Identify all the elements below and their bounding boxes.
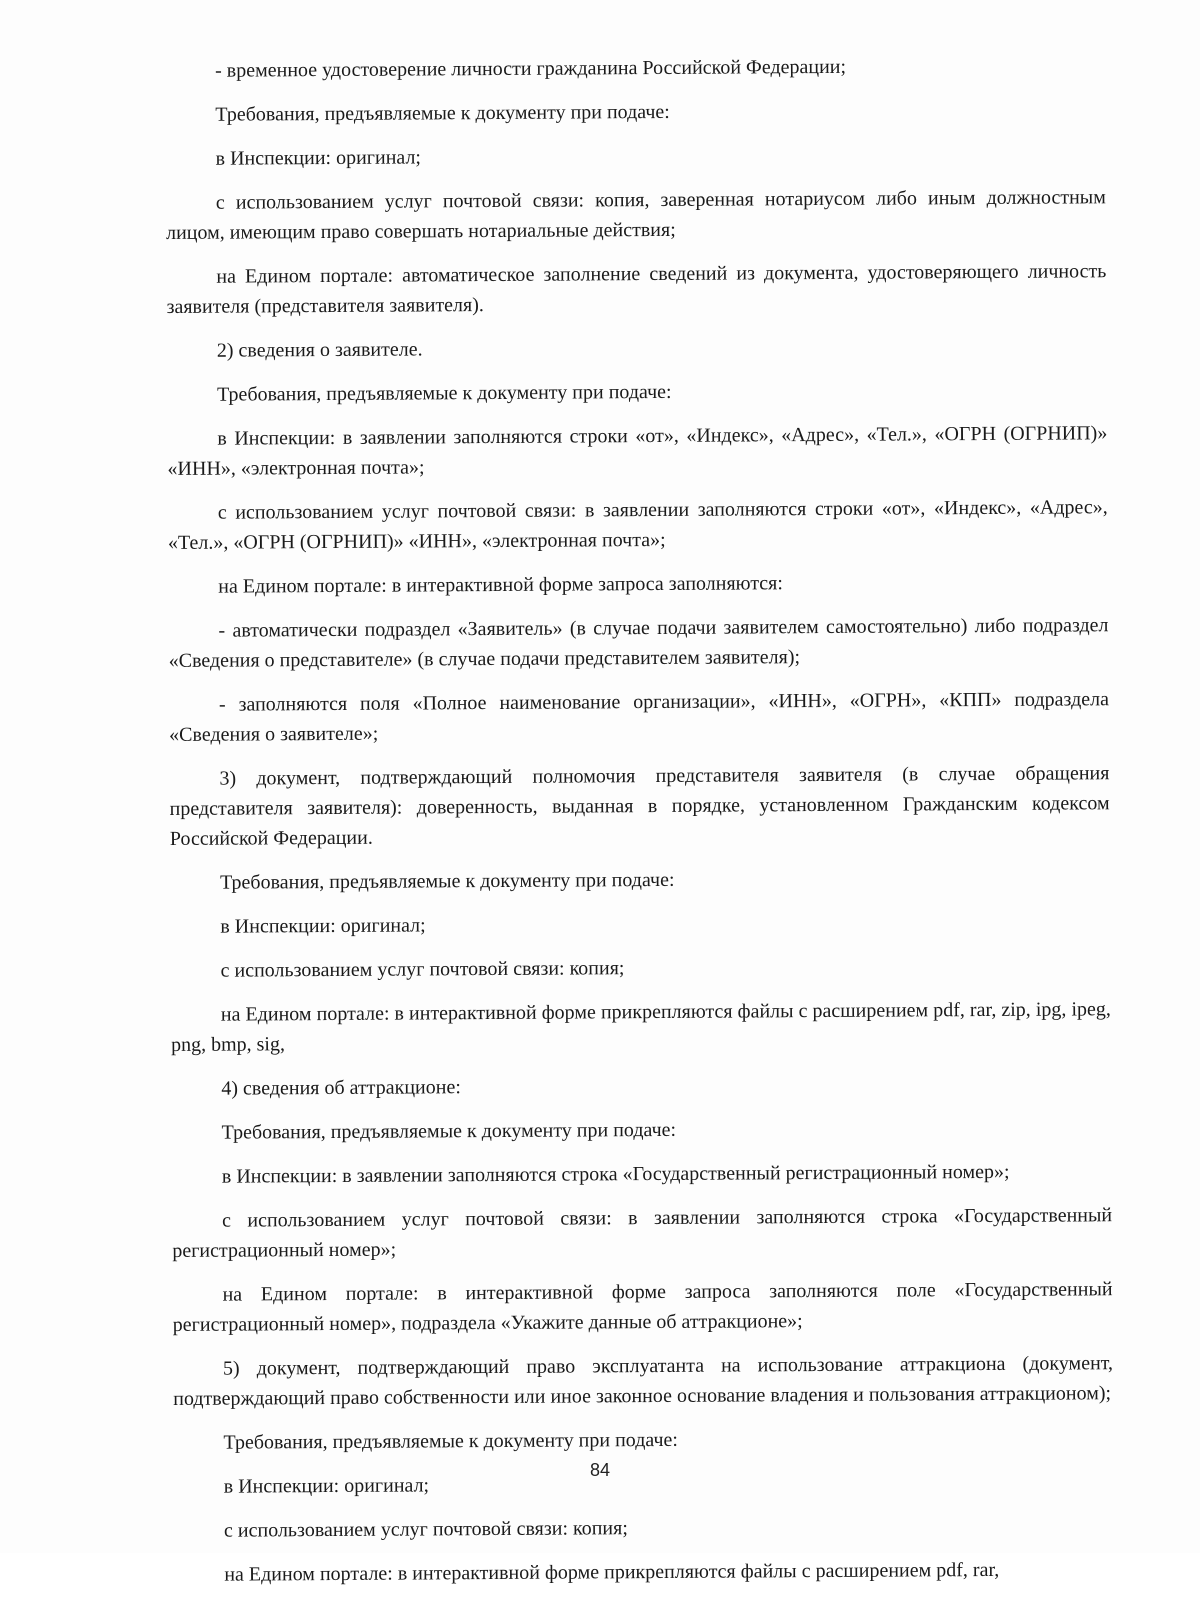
paragraph-portal-reg-number: на Едином портале: в интерактивной форме запроса заполняются поле «Государственный регистрационный номер», подраздела «Укажите данные об аттракционе»; bbox=[172, 1278, 1113, 1336]
paragraph-portal-auto-subsection: - автоматически подраздел «Заявитель» (в случае подачи заявителем самостоятельно) либо подраздел «Сведения о представителе» (в случае подачи представителем заявителя); bbox=[168, 614, 1109, 672]
paragraph-requirements-4: Требования, предъявляемые к документу при подаче: bbox=[221, 1118, 677, 1144]
paragraph-requirements-3: Требования, предъявляемые к документу при подаче: bbox=[219, 868, 675, 894]
paragraph-inspection-original-1: в Инспекции: оригинал; bbox=[215, 146, 422, 170]
paragraph-portal-form-intro: на Едином портале: в интерактивной форме запроса заполняются: bbox=[218, 572, 783, 598]
paragraph-requirements-1: Требования, предъявляемые к документу при подаче: bbox=[215, 100, 670, 126]
paragraph-postal-copy-1: с использованием услуг почтовой связи: копия; bbox=[220, 957, 625, 982]
paragraph-portal-attach-1: на Едином портале: в интерактивной форме прикрепляются файлы с расширением pdf, rar, zip, ipg, ipeg, png, bmp, sig, bbox=[170, 998, 1111, 1056]
document-body bbox=[165, 50, 1114, 1604]
paragraph-requirements-5: Требования, предъявляемые к документу при подаче: bbox=[223, 1428, 678, 1454]
paragraph-inspection-reg-number: в Инспекции: в заявлении заполняются строка «Государственный регистрационный номер»; bbox=[221, 1160, 1010, 1188]
paragraph-item-2-heading: 2) сведения о заявителе. bbox=[216, 338, 423, 362]
page-number: 84 bbox=[589, 1460, 611, 1480]
paragraph-item-5-ownership: 5) документ, подтверждающий право эксплуатанта на использование аттракциона (документ, подтверждающий право собственности или иное законное основание владения и пользования аттракционом); bbox=[173, 1352, 1114, 1410]
paragraph-inspection-fields: в Инспекции: в заявлении заполняются строки «от», «Индекс», «Адрес», «Тел.», «ОГРН (ОГРНИП)» «ИНН», «электронная почта»; bbox=[167, 422, 1108, 480]
paragraph-postal-reg-number: с использованием услуг почтовой связи: в заявлении заполняются строка «Государственный регистрационный номер»; bbox=[172, 1204, 1113, 1262]
paragraph-postal-fields: с использованием услуг почтовой связи: в заявлении заполняются строки «от», «Индекс», «Адрес», «Тел.», «ОГРН (ОГРНИП)» «ИНН», «электронная почта»; bbox=[167, 496, 1108, 554]
paragraph-temporary-id: - временное удостоверение личности гражданина Российской Федерации; bbox=[215, 55, 847, 82]
paragraph-item-3-power-of-attorney: 3) документ, подтверждающий полномочия представителя заявителя (в случае обращения представителя заявителя): доверенность, выданная в порядке, установленном Гражданским кодексом Российской Федерации. bbox=[169, 762, 1110, 850]
paragraph-postal-copy-2: с использованием услуг почтовой связи: копия; bbox=[223, 1517, 628, 1542]
paragraph-inspection-original-2: в Инспекции: оригинал; bbox=[220, 914, 426, 938]
paragraph-inspection-original-3: в Инспекции: оригинал; bbox=[223, 1474, 430, 1498]
paragraph-postal-notary-copy: с использованием услуг почтовой связи: копия, заверенная нотариусом либо иным должностным лицом, имеющим право совершать нотариальные действия; bbox=[166, 186, 1106, 244]
paragraph-portal-autofill: на Едином портале: автоматическое заполнение сведений из документа, удостоверяющего личность заявителя (представителя заявителя). bbox=[166, 260, 1107, 318]
paragraph-item-4-heading: 4) сведения об аттракционе: bbox=[221, 1076, 461, 1100]
paragraph-portal-attach-2: на Едином портале: в интерактивной форме прикрепляются файлы с расширением pdf, rar, bbox=[224, 1558, 1000, 1586]
paragraph-portal-fields-list: - заполняются поля «Полное наименование организации», «ИНН», «ОГРН», «КПП» подраздела «Сведения о заявителе»; bbox=[169, 688, 1110, 746]
paragraph-requirements-2: Требования, предъявляемые к документу при подаче: bbox=[217, 380, 672, 406]
